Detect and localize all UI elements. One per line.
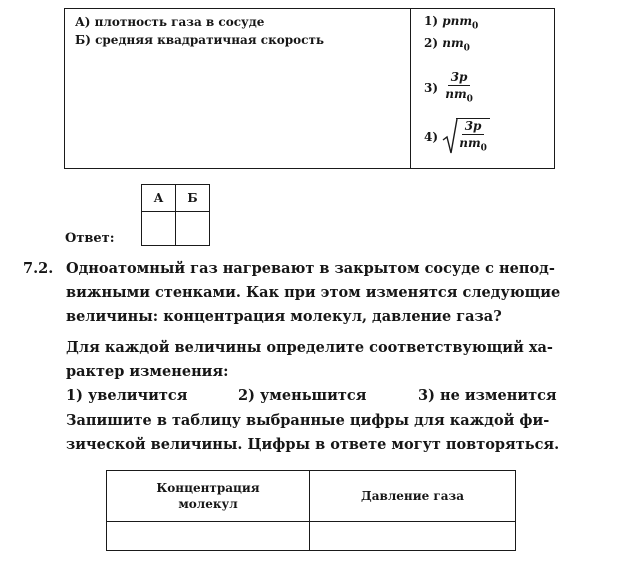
option-3-denominator: $nm_0$ — [445, 87, 473, 105]
problem-line-2: вижными стенками. Как при этом изменятся следующие — [66, 284, 561, 301]
table-header-concentration-line-2: молекул — [178, 497, 238, 511]
option-3 — [424, 70, 476, 106]
option-2-expression: nm — [442, 36, 464, 50]
table-header-concentration-line-1: Концентрация — [156, 481, 260, 495]
option-1-expression: pnm — [442, 14, 473, 28]
problem-line-1: Одноатомный газ нагревают в закрытом сосуде с непод- — [66, 260, 555, 277]
choice-1: 1) увеличится — [66, 387, 188, 404]
option-1-number: 1) — [424, 14, 439, 28]
option-2 — [424, 36, 470, 53]
answer-header-b: Б — [175, 184, 210, 212]
table-answer-pressure[interactable] — [309, 521, 516, 551]
option-3-number: 3) — [424, 81, 439, 96]
table-header-concentration — [106, 470, 310, 522]
option-4-number: 4) — [424, 130, 439, 144]
answer-cell-b[interactable] — [175, 211, 210, 246]
option-4-fraction — [456, 118, 490, 155]
answer-label: Ответ: — [65, 231, 115, 246]
option-2-number: 2) — [424, 36, 439, 50]
option-3-numerator: 3p — [448, 70, 471, 86]
matching-table-divider — [410, 8, 411, 169]
option-4-numerator: 3p — [462, 119, 485, 135]
problem-number: 7.2. — [23, 260, 54, 277]
option-1 — [424, 14, 478, 31]
quantity-a: А) плотность газа в сосуде — [75, 15, 265, 29]
problem-line-7: зической величины. Цифры в ответе могут повторяться. — [66, 436, 560, 453]
choice-2: 2) уменьшится — [238, 387, 367, 404]
option-1-subscript: 0 — [472, 21, 479, 32]
problem-line-4: Для каждой величины определите соответствующий ха- — [66, 339, 553, 356]
option-3-fraction — [442, 70, 476, 106]
answer-header-a: А — [141, 184, 176, 212]
problem-line-6: Запишите в таблицу выбранные цифры для каждой фи- — [66, 412, 550, 429]
quantity-b: Б) средняя квадратичная скорость — [75, 33, 325, 47]
table-answer-concentration[interactable] — [106, 521, 310, 551]
answer-cell-a[interactable] — [141, 211, 176, 246]
option-2-subscript: 0 — [463, 43, 470, 54]
choice-3: 3) не изменится — [418, 387, 557, 404]
option-4-denominator: $nm_0$ — [459, 136, 487, 154]
problem-line-5: рактер изменения: — [66, 363, 229, 380]
table-header-pressure: Давление газа — [309, 470, 516, 522]
option-4 — [424, 118, 490, 156]
problem-line-3: величины: концентрация молекул, давление газа? — [66, 308, 502, 325]
